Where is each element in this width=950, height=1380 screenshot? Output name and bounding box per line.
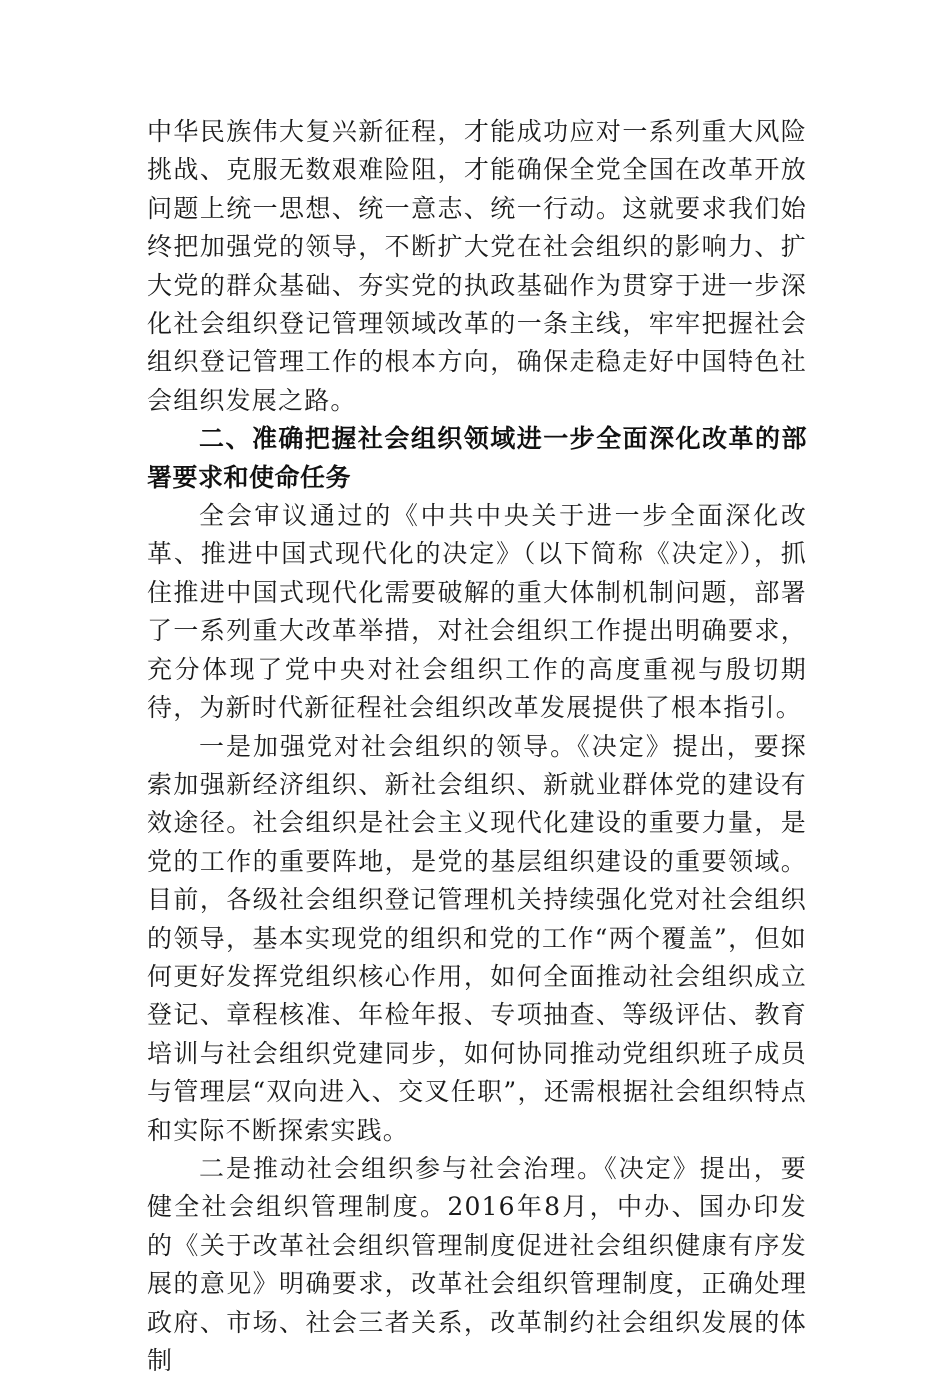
paragraph-continuation: 中华民族伟大复兴新征程，才能成功应对一系列重大风险挑战、克服无数艰难险阻，才能确保全党全国在改革开放问题上统一思想、统一意志、统一行动。这就要求我们始终把加强党的领导，不断扩大党在社会组织的影响力、扩大党的群众基础、夯实党的执政基础作为贯穿于进一步深化社会组织登记管理领域改革的一条主线，牢牢把握社会组织登记管理工作的根本方向，确保走稳走好中国特色社会组织发展之路。 (147, 117, 807, 415)
document-body (147, 113, 807, 1380)
paragraph-party-leadership: 一是加强党对社会组织的领导。《决定》提出，要探索加强新经济组织、新社会组织、新就业群体党的建设有效途径。社会组织是社会主义现代化建设的重要力量，是党的工作的重要阵地，是党的基层组织建设的重要领域。目前，各级社会组织登记管理机关持续强化党对社会组织的领导，基本实现党的组织和党的工作“两个覆盖”，但如何更好发挥党组织核心作用，如何全面推动社会组织成立登记、章程核准、年检年报、专项抽查、等级评估、教育培训与社会组织党建同步，如何协同推动党组织班子成员与管理层“双向进入、交叉任职”，还需根据社会组织特点和实际不断探索实践。 (147, 731, 807, 1145)
paragraph-decision-overview: 全会审议通过的《中共中央关于进一步全面深化改革、推进中国式现代化的决定》（以下简称《决定》），抓住推进中国式现代化需要破解的重大体制机制问题，部署了一系列重大改革举措，对社会组织工作提出明确要求，充分体现了党中央对社会组织工作的高度重视与殷切期待，为新时代新征程社会组织改革发展提供了根本指引。 (147, 501, 807, 723)
section-heading: 二、准确把握社会组织领域进一步全面深化改革的部署要求和使命任务 (147, 424, 807, 492)
paragraph-social-governance: 二是推动社会组织参与社会治理。《决定》提出，要健全社会组织管理制度。2016年8月，中办、国办印发的《关于改革社会组织管理制度促进社会组织健康有序发展的意见》明确要求，改革社会组织管理制度，正确处理政府、市场、社会三者关系，改革制约社会组织发展的体制 (147, 1153, 807, 1375)
